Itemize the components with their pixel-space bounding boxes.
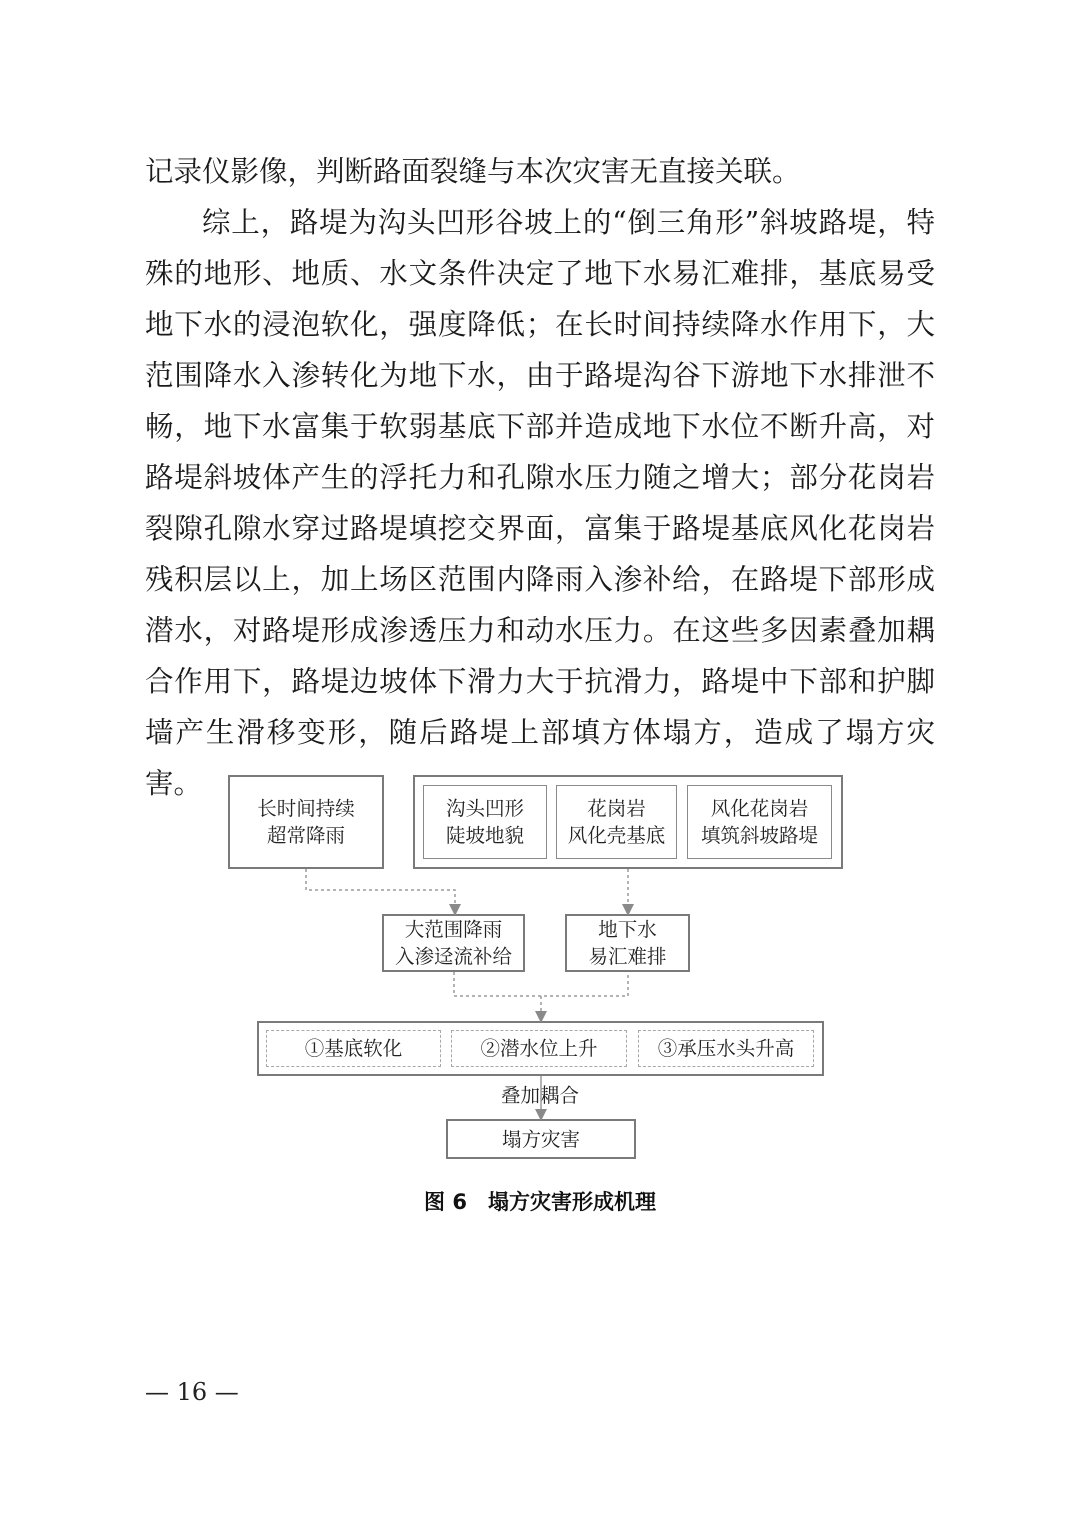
granite-box: 花岗岩 风化壳基底 [556, 785, 677, 859]
rain-box: 长时间持续 超常降雨 [228, 775, 384, 869]
coupling-label: 叠加耦合 [500, 1083, 579, 1107]
disaster-box: 塌方灾害 [446, 1119, 636, 1159]
body-text-line: 记录仪影像，判断路面裂缝与本次灾害无直接关联。 [145, 155, 801, 188]
groundwater-box: 地下水 易汇难排 [565, 914, 690, 972]
factor-softening: ①基底软化 [266, 1030, 441, 1067]
page-number: — 16 — [145, 1378, 239, 1406]
arrow-rain-to-infiltration [306, 869, 455, 910]
factor-pressure-head: ③承压水头升高 [638, 1030, 814, 1067]
factor-water-level: ②潜水位上升 [451, 1030, 627, 1067]
figure-caption: 图 6 塌方灾害形成机理 [424, 1190, 656, 1214]
terrain-box: 沟头凹形 陡坡地貌 [423, 785, 547, 859]
infiltration-box: 大范围降雨 入渗迳流补给 [382, 914, 525, 972]
body-paragraph: 综上，路堤为沟头凹形谷坡上的“倒三角形”斜坡路堤，特殊的地形、地质、水文条件决定了地下水易汇难排，基底易受地下水的浸泡软化，强度降低；在长时间持续降水作用下，大范围降水入渗转化为地下水，由于路堤沟谷下游地下水排泄不畅，地下水富集于软弱基底下部并造成地下水位不断升高，对路堤斜坡体产生的浮托力和孔隙水压力随之增大；部分花岗岩裂隙孔隙水穿过路堤填挖交界面，富集于路堤基底风化花岗岩残积层以上，加上场区范围内降雨入渗补给，在路堤下部形成潜水，对路堤形成渗透压力和动水压力。在这些多因素叠加耦合作用下，路堤边坡体下滑力大于抗滑力，路堤中下部和护脚墙产生滑移变形，随后路堤上部填方体塌方，造成了塌方灾害。 [145, 206, 935, 800]
embankment-box: 风化花岗岩 填筑斜坡路堤 [687, 785, 832, 859]
arrow-merge-to-factors [454, 972, 628, 1017]
